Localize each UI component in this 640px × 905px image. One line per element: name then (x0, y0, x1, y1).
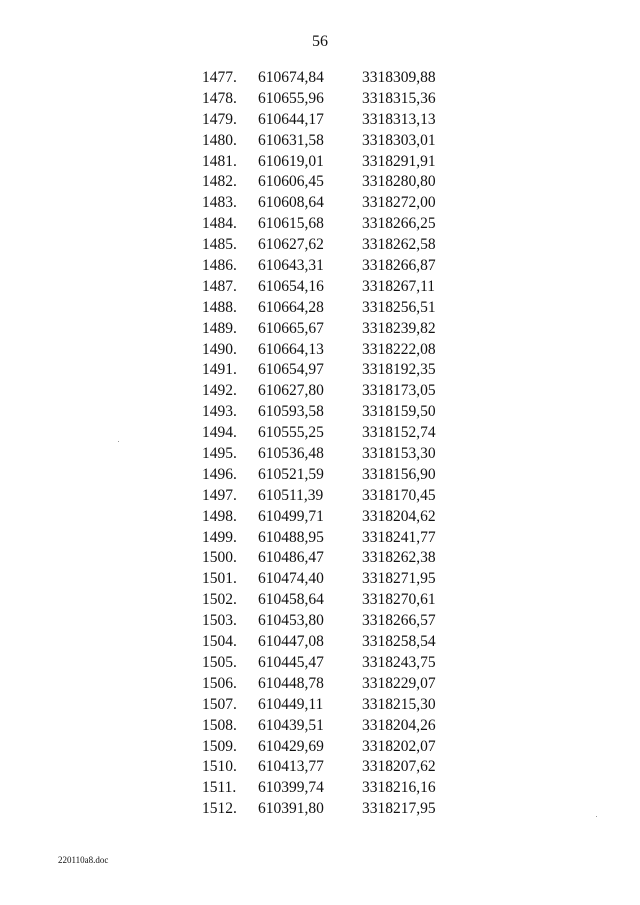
y-coordinate: 3318266,25 (362, 215, 436, 233)
point-index: 1489. (202, 319, 237, 337)
point-index: 1490. (202, 340, 237, 358)
table-row (196, 423, 456, 444)
point-index: 1485. (202, 236, 237, 254)
x-coordinate: 610453,80 (258, 612, 324, 630)
point-index: 1482. (202, 173, 237, 191)
x-coordinate: 610536,48 (258, 445, 324, 463)
point-index: 1505. (202, 653, 237, 671)
x-coordinate: 610654,16 (258, 277, 324, 295)
x-coordinate: 610643,31 (258, 257, 324, 275)
page-number: 56 (312, 33, 328, 50)
x-coordinate: 610674,84 (258, 69, 324, 86)
y-coordinate: 3318156,90 (362, 465, 436, 483)
y-coordinate: 3318216,16 (362, 779, 436, 797)
table-row (196, 402, 456, 423)
point-index: 1491. (202, 361, 237, 379)
table-row (196, 110, 456, 131)
x-coordinate: 610445,47 (258, 653, 324, 671)
point-index: 1502. (202, 591, 237, 609)
x-coordinate: 610665,67 (258, 319, 324, 337)
x-coordinate: 610593,58 (258, 403, 324, 421)
point-index: 1496. (202, 465, 237, 483)
point-index: 1483. (202, 194, 237, 212)
table-row (196, 89, 456, 110)
point-index: 1499. (202, 528, 237, 546)
scan-speck (118, 441, 119, 442)
x-coordinate: 610499,71 (258, 507, 324, 525)
point-index: 1497. (202, 486, 237, 504)
point-index: 1480. (202, 131, 237, 149)
y-coordinate: 3318270,61 (362, 591, 436, 609)
footer-filename: 220110a8.doc (58, 855, 109, 865)
table-row (196, 799, 456, 820)
y-coordinate: 3318256,51 (362, 298, 436, 316)
x-coordinate: 610521,59 (258, 465, 324, 483)
point-index: 1488. (202, 298, 237, 316)
point-index: 1500. (202, 549, 237, 567)
x-coordinate: 610511,39 (258, 486, 324, 504)
x-coordinate: 610627,80 (258, 382, 324, 400)
y-coordinate: 3318217,95 (362, 800, 436, 818)
point-index: 1487. (202, 277, 237, 295)
y-coordinate: 3318153,30 (362, 445, 436, 463)
y-coordinate: 3318222,08 (362, 340, 436, 358)
x-coordinate: 610474,40 (258, 570, 324, 588)
table-row (196, 674, 456, 695)
point-index: 1481. (202, 152, 237, 170)
table-row (196, 360, 456, 381)
y-coordinate: 3318239,82 (362, 319, 436, 337)
y-coordinate: 3318258,54 (362, 633, 436, 651)
y-coordinate: 3318202,07 (362, 737, 436, 755)
table-row (196, 486, 456, 507)
y-coordinate: 3318267,11 (362, 277, 436, 295)
point-index: 1501. (202, 570, 237, 588)
table-row (196, 319, 456, 340)
table-row (196, 298, 456, 319)
x-coordinate: 610627,62 (258, 236, 324, 254)
table-row (196, 172, 456, 193)
x-coordinate: 610619,01 (258, 152, 324, 170)
x-coordinate: 610448,78 (258, 674, 324, 692)
table-row (196, 381, 456, 402)
point-index: 1495. (202, 445, 237, 463)
table-row (196, 778, 456, 799)
y-coordinate: 3318229,07 (362, 674, 436, 692)
x-coordinate: 610449,11 (258, 695, 324, 713)
table-row (196, 152, 456, 173)
table-row (196, 528, 456, 549)
point-index: 1510. (202, 758, 237, 776)
table-row (196, 737, 456, 758)
y-coordinate: 3318266,57 (362, 612, 436, 630)
x-coordinate: 610654,97 (258, 361, 324, 379)
table-row (196, 569, 456, 590)
y-coordinate: 3318159,50 (362, 403, 436, 421)
y-coordinate: 3318262,58 (362, 236, 436, 254)
y-coordinate: 3318204,62 (362, 507, 436, 525)
y-coordinate: 3318303,01 (362, 131, 436, 149)
x-coordinate: 610458,64 (258, 591, 324, 609)
y-coordinate: 3318241,77 (362, 528, 436, 546)
table-row (196, 465, 456, 486)
table-row (196, 193, 456, 214)
table-row (196, 507, 456, 528)
y-coordinate: 3318207,62 (362, 758, 436, 776)
table-row (196, 340, 456, 361)
x-coordinate: 610447,08 (258, 633, 324, 651)
table-row (196, 632, 456, 653)
table-row (196, 695, 456, 716)
point-index: 1478. (202, 89, 237, 107)
table-row (196, 131, 456, 152)
y-coordinate: 3318291,91 (362, 152, 436, 170)
table-row (196, 68, 456, 89)
x-coordinate: 610606,45 (258, 173, 324, 191)
point-index: 1511. (202, 779, 237, 797)
point-index: 1479. (202, 110, 237, 128)
y-coordinate: 3318262,38 (362, 549, 436, 567)
y-coordinate: 3318173,05 (362, 382, 436, 400)
x-coordinate: 610439,51 (258, 716, 324, 734)
x-coordinate: 610608,64 (258, 194, 324, 212)
x-coordinate: 610664,28 (258, 298, 324, 316)
table-row (196, 548, 456, 569)
y-coordinate: 3318152,74 (362, 424, 436, 442)
x-coordinate: 610486,47 (258, 549, 324, 567)
x-coordinate: 610399,74 (258, 779, 324, 797)
x-coordinate: 610488,95 (258, 528, 324, 546)
point-index: 1493. (202, 403, 237, 421)
x-coordinate: 610615,68 (258, 215, 324, 233)
table-row (196, 716, 456, 737)
x-coordinate: 610555,25 (258, 424, 324, 442)
x-coordinate: 610429,69 (258, 737, 324, 755)
table-row (196, 590, 456, 611)
point-index: 1492. (202, 382, 237, 400)
y-coordinate: 3318243,75 (362, 653, 436, 671)
table-row (196, 277, 456, 298)
y-coordinate: 3318266,87 (362, 257, 436, 275)
x-coordinate: 610391,80 (258, 800, 324, 818)
x-coordinate: 610664,13 (258, 340, 324, 358)
point-index: 1506. (202, 674, 237, 692)
x-coordinate: 610655,96 (258, 89, 324, 107)
table-row (196, 653, 456, 674)
y-coordinate: 3318315,36 (362, 89, 436, 107)
table-row (196, 256, 456, 277)
x-coordinate: 610644,17 (258, 110, 324, 128)
coordinates-table (196, 68, 456, 820)
y-coordinate: 3318204,26 (362, 716, 436, 734)
point-index: 1498. (202, 507, 237, 525)
point-index: 1494. (202, 424, 237, 442)
y-coordinate: 3318309,88 (362, 69, 436, 86)
table-row (196, 444, 456, 465)
point-index: 1509. (202, 737, 237, 755)
y-coordinate: 3318272,00 (362, 194, 436, 212)
point-index: 1508. (202, 716, 237, 734)
point-index: 1504. (202, 633, 237, 651)
table-row (196, 235, 456, 256)
table-row (196, 214, 456, 235)
point-index: 1484. (202, 215, 237, 233)
y-coordinate: 3318271,95 (362, 570, 436, 588)
y-coordinate: 3318170,45 (362, 486, 436, 504)
point-index: 1512. (202, 800, 237, 818)
y-coordinate: 3318313,13 (362, 110, 436, 128)
y-coordinate: 3318215,30 (362, 695, 436, 713)
point-index: 1477. (202, 69, 237, 86)
y-coordinate: 3318192,35 (362, 361, 436, 379)
point-index: 1486. (202, 257, 237, 275)
x-coordinate: 610631,58 (258, 131, 324, 149)
table-row (196, 611, 456, 632)
x-coordinate: 610413,77 (258, 758, 324, 776)
point-index: 1503. (202, 612, 237, 630)
point-index: 1507. (202, 695, 237, 713)
y-coordinate: 3318280,80 (362, 173, 436, 191)
table-row (196, 757, 456, 778)
scan-speck (596, 816, 597, 817)
